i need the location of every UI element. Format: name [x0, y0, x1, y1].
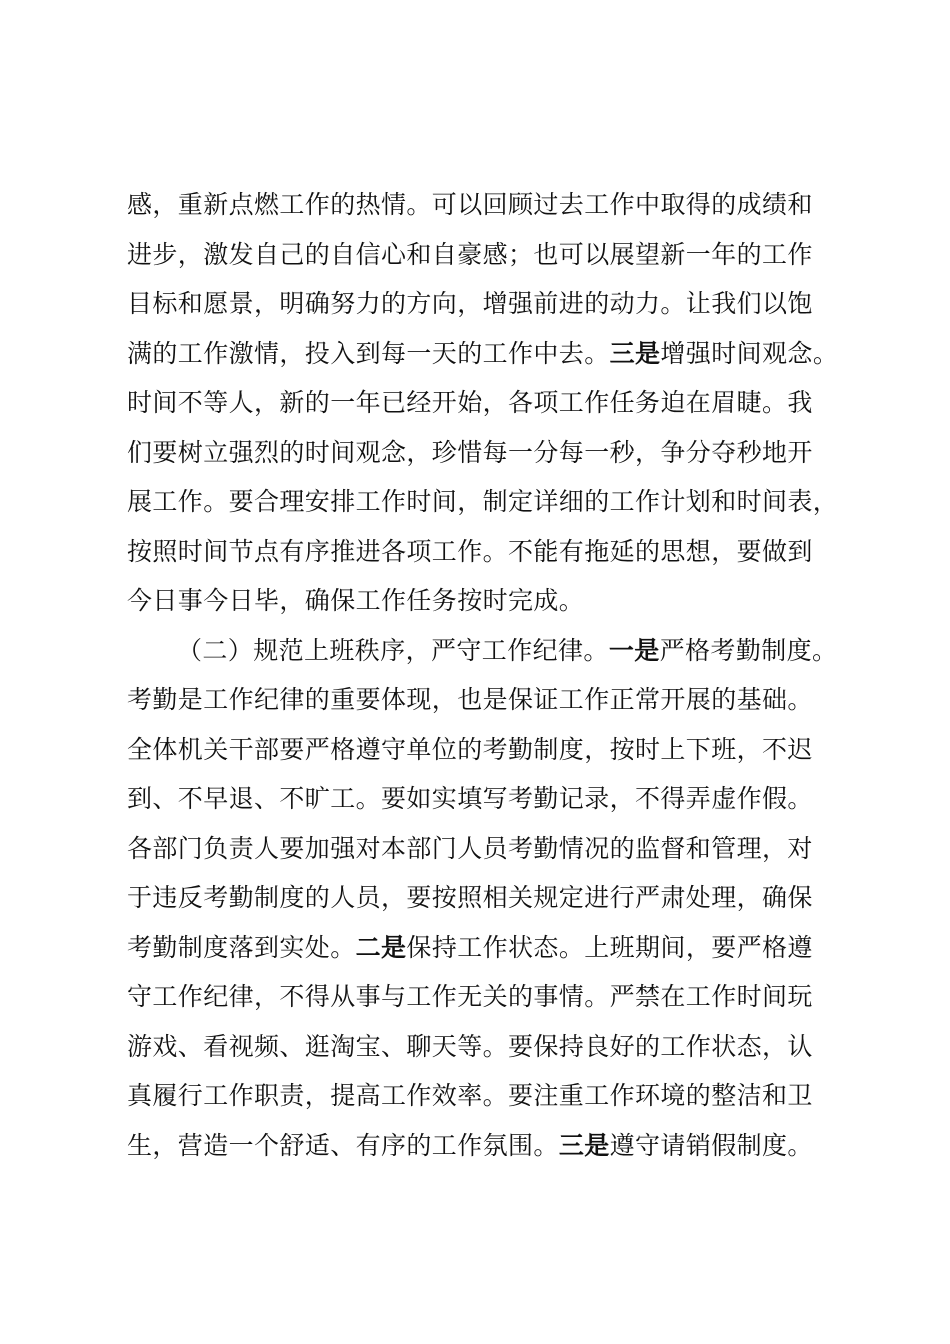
text-run: 到、不早退、不旷工。要如实填写考勤记录，不得弄虚作假。 [127, 784, 813, 813]
text-line [127, 378, 867, 428]
text-run: 们要树立强烈的时间观念，珍惜每一分每一秒，争分夺秒地开 [127, 437, 813, 467]
bold-marker: 三是 [558, 1130, 610, 1160]
bold-marker: 一是 [608, 635, 660, 665]
text-line [127, 477, 867, 527]
text-run: 游戏、看视频、逛淘宝、聊天等。要保持良好的工作状态，认 [127, 1031, 813, 1061]
text-line [127, 1022, 867, 1072]
text-run: 遵守请销假制度。 [609, 1130, 813, 1160]
text-run: 考勤是工作纪律的重要体现，也是保证工作正常开展的基础。 [127, 685, 813, 714]
text-run: 目标和愿景，明确努力的方向，增强前进的动力。让我们以饱 [127, 289, 813, 318]
text-line [127, 824, 867, 874]
text-line [127, 626, 867, 676]
text-run: 满的工作激情，投入到每一天的工作中去。 [127, 338, 610, 368]
text-line [127, 1071, 867, 1121]
text-line [127, 1121, 867, 1171]
text-run: 守工作纪律，不得从事与工作无关的事情。严禁在工作时间玩 [127, 982, 813, 1011]
text-run: 严格考勤制度。 [659, 635, 838, 665]
text-run: 按照时间节点有序推进各项工作。不能有拖延的思想，要做到 [127, 536, 813, 566]
text-run: 全体机关干部要严格遵守单位的考勤制度，按时上下班，不迟 [127, 734, 813, 764]
text-line [127, 774, 867, 824]
text-run: 考勤制度落到实处。 [127, 932, 356, 962]
bold-marker: 二是 [355, 932, 407, 962]
bold-marker: 三是 [609, 338, 661, 368]
text-run: 感，重新点燃工作的热情。可以回顾过去工作中取得的成绩和 [127, 190, 813, 219]
text-run: 生，营造一个舒适、有序的工作氛围。 [127, 1130, 559, 1160]
text-line [127, 675, 867, 725]
text-line [127, 428, 867, 478]
text-line [127, 279, 867, 329]
text-line [127, 873, 867, 923]
text-run: 时间不等人，新的一年已经开始，各项工作任务迫在眉睫。我 [127, 388, 813, 417]
text-line [127, 725, 867, 775]
text-line [127, 230, 867, 280]
text-run: 于违反考勤制度的人员，要按照相关规定进行严肃处理，确保 [127, 883, 813, 912]
text-run: 进步，激发自己的自信心和自豪感；也可以展望新一年的工作 [127, 239, 813, 269]
text-line [127, 923, 867, 973]
body-text [127, 180, 867, 1170]
text-run: 各部门负责人要加强对本部门人员考勤情况的监督和管理，对 [127, 833, 813, 863]
text-run: （二）规范上班秩序，严守工作纪律。 [177, 635, 609, 665]
text-line [127, 972, 867, 1022]
text-run: 展工作。要合理安排工作时间，制定详细的工作计划和时间表， [127, 487, 839, 516]
text-run: 增强时间观念。 [660, 338, 839, 368]
text-line [127, 576, 867, 626]
text-line [127, 180, 867, 230]
text-line [127, 329, 867, 379]
text-line [127, 527, 867, 577]
text-run: 真履行工作职责，提高工作效率。要注重工作环境的整洁和卫 [127, 1081, 813, 1110]
text-run: 保持工作状态。上班期间，要严格遵 [406, 932, 813, 962]
text-run: 今日事今日毕，确保工作任务按时完成。 [127, 586, 585, 615]
